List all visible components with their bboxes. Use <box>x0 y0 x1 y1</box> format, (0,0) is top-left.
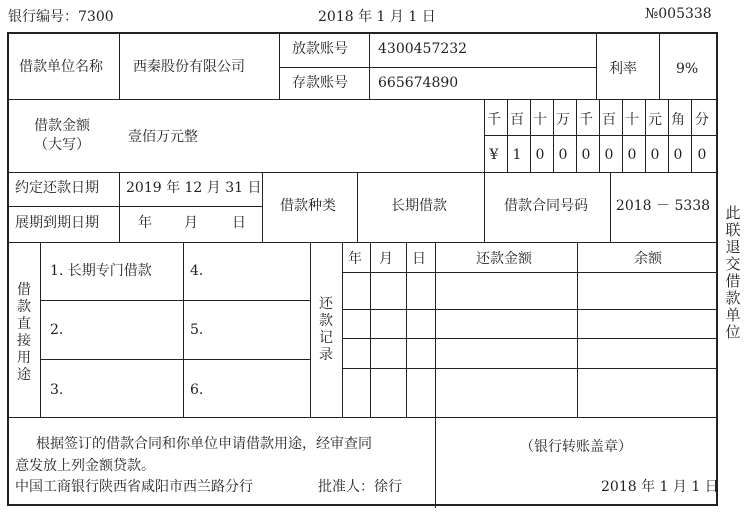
grid-line <box>119 34 120 99</box>
amount-digit: 0 <box>673 147 683 163</box>
grid-line <box>576 99 577 172</box>
col-day: 日 <box>412 251 426 267</box>
due-date-value: 2019 年 12 月 31 日 <box>126 180 262 196</box>
amount-digit: 0 <box>535 147 545 163</box>
grid-line <box>9 172 718 173</box>
grid-line <box>342 338 718 339</box>
grid-line <box>610 172 611 242</box>
grid-line <box>262 172 263 242</box>
grid-line <box>577 242 578 417</box>
interest-rate-value: 9% <box>676 61 699 77</box>
grid-line <box>357 172 358 242</box>
col-year: 年 <box>348 251 362 267</box>
amount-label: 借款金额 <box>34 118 90 134</box>
grid-line <box>9 206 262 207</box>
grid-line <box>530 99 531 172</box>
unit-header: 角 <box>671 112 685 128</box>
amount-in-words: 壹佰万元整 <box>128 129 198 145</box>
grid-line <box>645 99 646 172</box>
grid-line <box>622 99 623 172</box>
unit-header: 百 <box>602 112 616 128</box>
amount-label-capital: （大写） <box>34 137 90 153</box>
col-repayment-amount: 还款金额 <box>476 251 532 267</box>
extension-year: 年 <box>138 215 152 231</box>
grid-line <box>183 242 184 417</box>
unit-header: 十 <box>533 112 547 128</box>
grid-line <box>9 99 718 100</box>
purpose-item-1: 1. 长期专门借款 <box>50 263 152 279</box>
repayment-record-label: 还 款 记 录 <box>319 296 333 363</box>
grid-line <box>342 272 718 273</box>
purpose-item-5: 5. <box>190 322 204 338</box>
grid-line <box>691 99 692 172</box>
grid-line <box>484 135 718 136</box>
unit-header: 分 <box>695 112 709 128</box>
borrower-label: 借款单位名称 <box>19 59 103 75</box>
unit-header: 万 <box>556 112 570 128</box>
purpose-item-6: 6. <box>190 382 204 398</box>
header-date: 2018 年 1 月 1 日 <box>318 9 436 25</box>
col-month: 月 <box>379 251 393 267</box>
grid-line <box>435 242 436 508</box>
grid-line <box>119 172 120 242</box>
amount-digit: 1 <box>512 147 522 163</box>
grid-line <box>40 359 310 360</box>
amount-digit: 0 <box>604 147 614 163</box>
loan-account-value: 4300457232 <box>378 41 468 57</box>
grid-line <box>310 242 311 417</box>
grid-line <box>40 242 41 417</box>
approval-note-line1: 根据签订的借款合同和你单位申请借款用途，经审查同 <box>36 436 372 452</box>
unit-header: 元 <box>648 112 662 128</box>
purpose-label: 借 款 直 接 用 途 <box>17 282 31 383</box>
grid-line <box>9 242 718 243</box>
unit-header: 千 <box>579 112 593 128</box>
extension-day: 日 <box>232 215 246 231</box>
grid-line <box>599 99 600 172</box>
grid-line <box>484 99 485 172</box>
copy-return-note: 此 联 退 交 借 款 单 位 <box>725 204 741 341</box>
purpose-item-3: 3. <box>50 382 64 398</box>
grid-line <box>9 417 718 418</box>
amount-digit: 0 <box>650 147 660 163</box>
grid-line <box>370 242 371 417</box>
grid-line <box>484 172 485 242</box>
amount-digit: 0 <box>627 147 637 163</box>
footer-date: 2018 年 1 月 1 日 <box>601 479 719 495</box>
grid-line <box>596 34 597 99</box>
grid-line <box>507 99 508 172</box>
interest-rate-label: 利率 <box>609 61 637 77</box>
contract-number-value: 2018 － 5338 <box>615 198 711 214</box>
deposit-account-value: 665674890 <box>378 75 459 91</box>
purpose-item-4: 4. <box>190 263 204 279</box>
bank-number: 银行编号：7300 <box>8 9 114 25</box>
due-date-label: 约定还款日期 <box>15 180 99 196</box>
borrower-name: 西秦股份有限公司 <box>133 59 245 75</box>
loan-type-value: 长期借款 <box>391 198 447 214</box>
grid-line <box>668 99 669 172</box>
grid-line <box>406 242 407 417</box>
amount-digit: ¥ <box>489 147 499 163</box>
amount-digit: 0 <box>558 147 568 163</box>
purpose-item-2: 2. <box>50 322 64 338</box>
grid-line <box>279 67 596 68</box>
grid-line <box>342 368 718 369</box>
grid-line <box>659 34 660 99</box>
document-number: №005338 <box>645 6 712 22</box>
grid-line <box>279 34 280 99</box>
extension-month: 月 <box>184 215 198 231</box>
contract-number-label: 借款合同号码 <box>504 198 588 214</box>
unit-header: 十 <box>625 112 639 128</box>
bank-branch-name: 中国工商银行陕西省咸阳市西兰路分行 <box>15 479 253 495</box>
grid-line <box>342 242 343 417</box>
extension-date-label: 展期到期日期 <box>15 215 99 231</box>
amount-digit: 0 <box>697 147 707 163</box>
amount-digit: 0 <box>581 147 591 163</box>
loan-account-label: 放款账号 <box>292 41 348 57</box>
bank-stamp-note: （银行转账盖章） <box>520 439 632 455</box>
approver: 批准人：徐行 <box>318 479 402 495</box>
unit-header: 百 <box>510 112 524 128</box>
deposit-account-label: 存款账号 <box>292 75 348 91</box>
col-balance: 余额 <box>634 251 662 267</box>
loan-type-label: 借款种类 <box>280 198 336 214</box>
unit-header: 千 <box>487 112 501 128</box>
approval-note-line2: 意发放上列金额贷款。 <box>15 458 155 474</box>
grid-line <box>342 309 718 310</box>
grid-line <box>553 99 554 172</box>
grid-line <box>369 34 370 99</box>
grid-line <box>40 300 310 301</box>
